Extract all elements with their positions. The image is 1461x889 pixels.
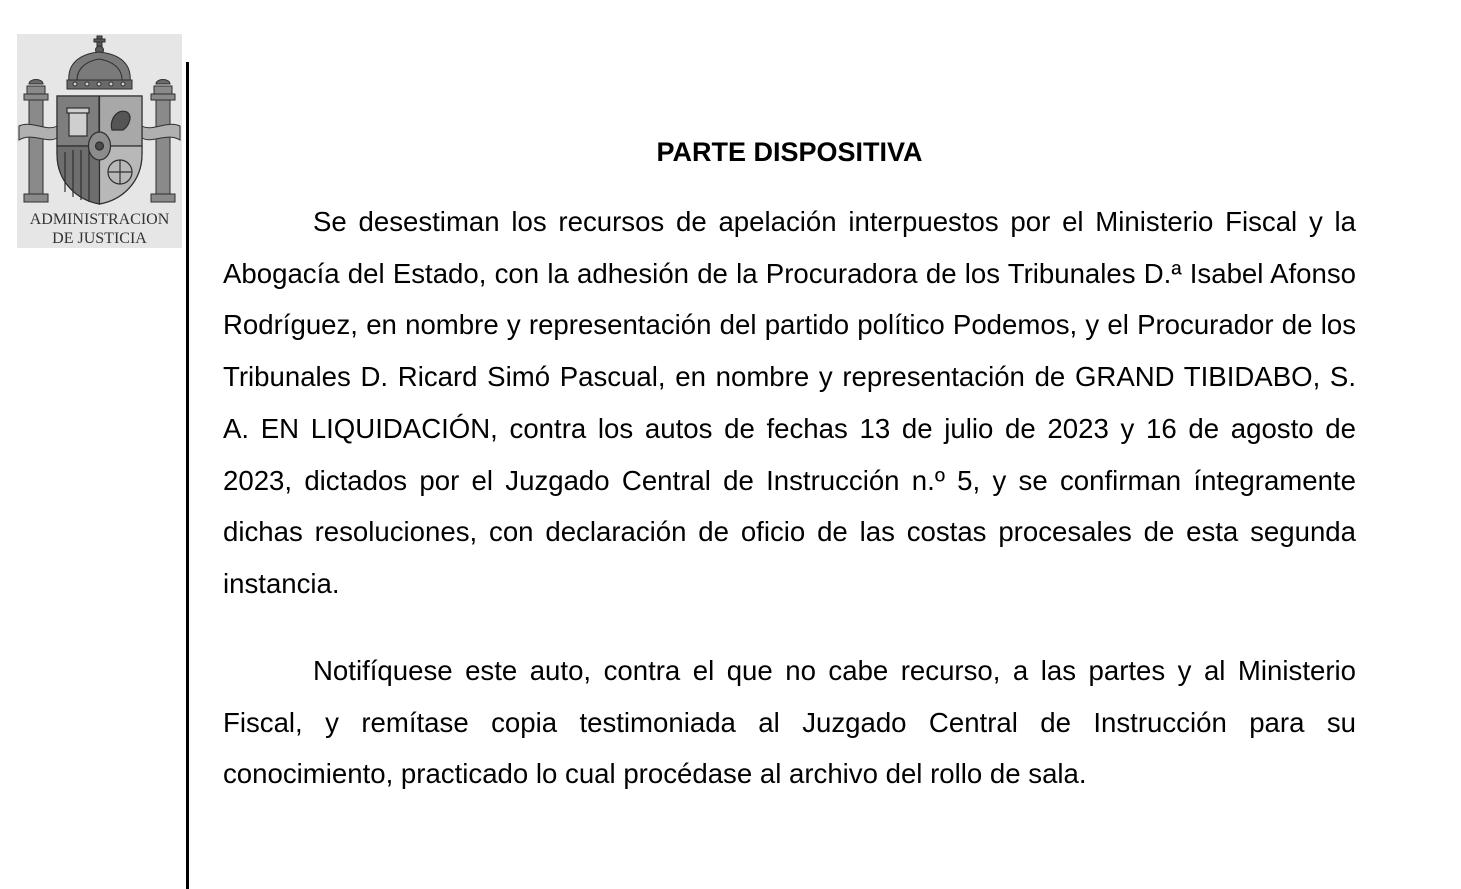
margin-rule <box>186 62 189 889</box>
logo-line-de-justicia: DE JUSTICIA <box>52 230 147 247</box>
justice-logo <box>17 34 182 248</box>
paragraph-ruling: Se desestiman los recursos de apelación interpuestos por el Ministerio Fiscal y la Abogacía del Estado, con la adhesión de la Procuradora de los Tribunales D.ª Isabel Afonso Rodríguez, en nombre y representación del partido político Podemos, y el Procurador de los Tribunales D. Ricard Simó Pascual, en nombre y representación de GRAND TIBIDABO, S. A. EN LIQUIDACIÓN, contra los autos de fechas 13 de julio de 2023 y 16 de agosto de 2023, dictados por el Juzgado Central de Instrucción n.º 5, y se confirman íntegramente dichas resoluciones, con declaración de oficio de las costas procesales de esta segunda instancia. <box>223 206 1356 599</box>
document-title: PARTE DISPOSITIVA <box>656 137 923 167</box>
spain-coat-of-arms-icon <box>17 34 182 210</box>
logo-line-administracion: ADMINISTRACION <box>29 211 170 228</box>
paragraph-notification: Notifíquese este auto, contra el que no cabe recurso, a las partes y al Ministerio Fiscal, y remítase copia testimoniada al Juzgado Central de Instrucción para su conocimiento, practicado lo cual procédase al archivo del rollo de sala. <box>223 655 1356 790</box>
